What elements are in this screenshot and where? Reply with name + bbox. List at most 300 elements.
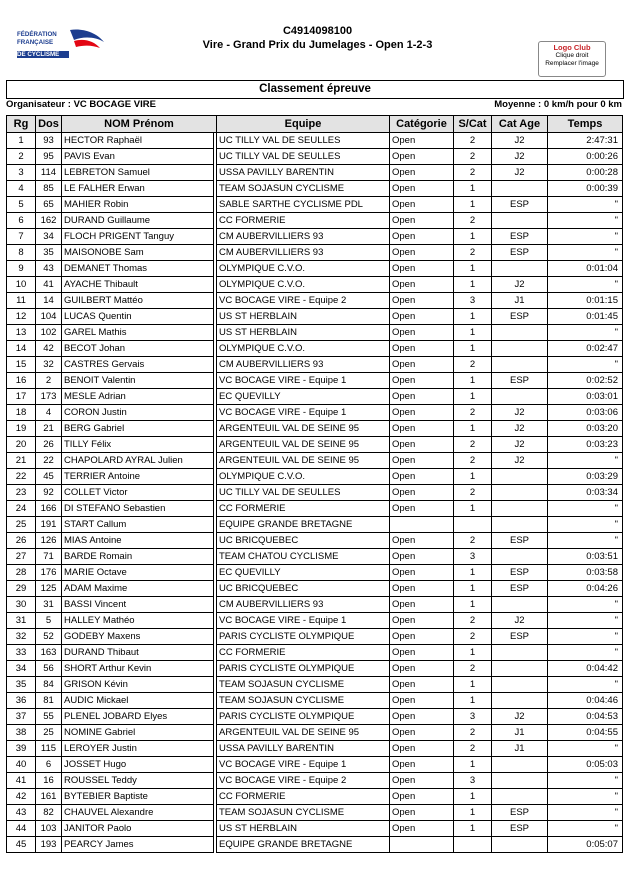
col-header-team[interactable]: Equipe	[217, 116, 390, 133]
table-row	[7, 437, 623, 453]
cell-name: NOMINE Gabriel	[62, 725, 214, 741]
cell-rank: 18	[7, 405, 36, 421]
cell-name: PLENEL JOBARD Elyes	[62, 709, 214, 725]
cell-age-category	[492, 789, 548, 805]
cell-team: US ST HERBLAIN	[217, 325, 390, 341]
cell-subcategory: 1	[454, 645, 492, 661]
cell-age-category	[492, 261, 548, 277]
cell-name: SHORT Arthur Kevin	[62, 661, 214, 677]
cell-bib: 95	[36, 149, 62, 165]
col-header-rank[interactable]: Rg	[7, 116, 36, 133]
cell-team: US ST HERBLAIN	[217, 309, 390, 325]
cell-subcategory: 1	[454, 693, 492, 709]
cell-bib: 173	[36, 389, 62, 405]
cell-bib: 4	[36, 405, 62, 421]
cell-bib: 35	[36, 245, 62, 261]
cell-team: ARGENTEUIL VAL DE SEINE 95	[217, 421, 390, 437]
cell-rank: 4	[7, 181, 36, 197]
cell-bib: 16	[36, 773, 62, 789]
cell-bib: 115	[36, 741, 62, 757]
cell-category: Open	[390, 197, 454, 213]
cell-time: 0:03:51	[548, 549, 623, 565]
cell-age-category	[492, 677, 548, 693]
cell-name: MAHIER Robin	[62, 197, 214, 213]
cell-team: VC BOCAGE VIRE - Equipe 1	[217, 613, 390, 629]
cell-age-category: J2	[492, 165, 548, 181]
table-row	[7, 709, 623, 725]
cell-name: FLOCH PRIGENT Tanguy	[62, 229, 214, 245]
cell-time: 0:05:07	[548, 837, 623, 853]
cell-bib: 32	[36, 357, 62, 373]
cell-subcategory: 2	[454, 213, 492, 229]
cell-subcategory: 1	[454, 389, 492, 405]
cell-rank: 28	[7, 565, 36, 581]
table-row	[7, 453, 623, 469]
cell-category: Open	[390, 821, 454, 837]
table-row	[7, 789, 623, 805]
cell-rank: 42	[7, 789, 36, 805]
cell-rank: 9	[7, 261, 36, 277]
table-row	[7, 373, 623, 389]
results-body	[7, 133, 623, 853]
cell-team: UC TILLY VAL DE SEULLES	[217, 485, 390, 501]
cell-bib: 56	[36, 661, 62, 677]
col-header-bib[interactable]: Dos	[36, 116, 62, 133]
cell-rank: 24	[7, 501, 36, 517]
cell-name: PAVIS Evan	[62, 149, 214, 165]
cell-rank: 17	[7, 389, 36, 405]
cell-subcategory: 1	[454, 197, 492, 213]
cell-subcategory	[454, 517, 492, 533]
cell-subcategory: 1	[454, 597, 492, 613]
cell-age-category	[492, 325, 548, 341]
cell-name: DURAND Thibaut	[62, 645, 214, 661]
cell-category: Open	[390, 805, 454, 821]
cell-rank: 16	[7, 373, 36, 389]
table-row	[7, 645, 623, 661]
cell-age-category: ESP	[492, 373, 548, 389]
cell-age-category: ESP	[492, 581, 548, 597]
col-header-name[interactable]: NOM Prénom	[62, 116, 217, 133]
cell-rank: 5	[7, 197, 36, 213]
cell-category: Open	[390, 421, 454, 437]
cell-age-category: J2	[492, 133, 548, 149]
cell-name: BASSI Vincent	[62, 597, 214, 613]
cell-age-category	[492, 485, 548, 501]
table-row	[7, 405, 623, 421]
cell-category: Open	[390, 309, 454, 325]
cell-rank: 25	[7, 517, 36, 533]
cell-team: OLYMPIQUE C.V.O.	[217, 341, 390, 357]
cell-subcategory: 2	[454, 533, 492, 549]
cell-bib: 92	[36, 485, 62, 501]
cell-time: 2:47:31	[548, 133, 623, 149]
cell-team: CC FORMERIE	[217, 213, 390, 229]
cell-bib: 55	[36, 709, 62, 725]
cell-subcategory: 1	[454, 325, 492, 341]
cell-time: 0:05:03	[548, 757, 623, 773]
cell-category: Open	[390, 501, 454, 517]
cell-bib: 14	[36, 293, 62, 309]
cell-bib: 161	[36, 789, 62, 805]
cell-name: JOSSET Hugo	[62, 757, 214, 773]
cell-team: PARIS CYCLISTE OLYMPIQUE	[217, 709, 390, 725]
cell-team: CM AUBERVILLIERS 93	[217, 357, 390, 373]
cell-bib: 34	[36, 229, 62, 245]
table-row	[7, 389, 623, 405]
table-row	[7, 213, 623, 229]
cell-time: "	[548, 325, 623, 341]
cell-age-category: J1	[492, 741, 548, 757]
cell-rank: 40	[7, 757, 36, 773]
cell-age-category	[492, 661, 548, 677]
cell-time: "	[548, 533, 623, 549]
cell-rank: 35	[7, 677, 36, 693]
cell-rank: 30	[7, 597, 36, 613]
cell-name: BECOT Johan	[62, 341, 214, 357]
cell-name: BENOIT Valentin	[62, 373, 214, 389]
cell-category: Open	[390, 469, 454, 485]
table-row	[7, 357, 623, 373]
table-row	[7, 805, 623, 821]
cell-category: Open	[390, 373, 454, 389]
cell-bib: 93	[36, 133, 62, 149]
cell-rank: 41	[7, 773, 36, 789]
organizer-label: Organisateur : VC BOCAGE VIRE	[6, 99, 156, 110]
cell-team: EC QUEVILLY	[217, 565, 390, 581]
cell-category: Open	[390, 261, 454, 277]
cell-age-category	[492, 773, 548, 789]
cell-age-category: ESP	[492, 565, 548, 581]
cell-category: Open	[390, 677, 454, 693]
cell-rank: 7	[7, 229, 36, 245]
table-row	[7, 341, 623, 357]
cell-time: 0:03:34	[548, 485, 623, 501]
cell-name: PEARCY James	[62, 837, 214, 853]
results-table	[6, 115, 623, 853]
race-code: C4914098100	[282, 25, 353, 37]
cell-category: Open	[390, 325, 454, 341]
cell-subcategory	[454, 837, 492, 853]
cell-age-category	[492, 213, 548, 229]
cell-age-category	[492, 597, 548, 613]
cell-subcategory: 1	[454, 341, 492, 357]
table-row	[7, 277, 623, 293]
cell-time: 0:04:53	[548, 709, 623, 725]
cell-rank: 1	[7, 133, 36, 149]
cell-category: Open	[390, 741, 454, 757]
table-row	[7, 133, 623, 149]
cell-team: USSA PAVILLY BARENTIN	[217, 165, 390, 181]
cell-subcategory: 1	[454, 501, 492, 517]
cell-bib: 71	[36, 549, 62, 565]
cell-team: OLYMPIQUE C.V.O.	[217, 277, 390, 293]
cell-category: Open	[390, 437, 454, 453]
cell-category: Open	[390, 549, 454, 565]
cell-name: AYACHE Thibault	[62, 277, 214, 293]
cell-team: ARGENTEUIL VAL DE SEINE 95	[217, 453, 390, 469]
table-row	[7, 325, 623, 341]
cell-name: LEROYER Justin	[62, 741, 214, 757]
cell-age-category	[492, 693, 548, 709]
table-row	[7, 197, 623, 213]
table-row	[7, 181, 623, 197]
cell-name: GAREL Mathis	[62, 325, 214, 341]
table-row	[7, 549, 623, 565]
cell-team: TEAM CHATOU CYCLISME	[217, 549, 390, 565]
cell-rank: 11	[7, 293, 36, 309]
cell-team: TEAM SOJASUN CYCLISME	[217, 805, 390, 821]
cell-rank: 6	[7, 213, 36, 229]
cell-time: 0:01:04	[548, 261, 623, 277]
cell-age-category	[492, 501, 548, 517]
cell-category: Open	[390, 773, 454, 789]
cell-category: Open	[390, 453, 454, 469]
cell-team: USSA PAVILLY BARENTIN	[217, 741, 390, 757]
cell-age-category: ESP	[492, 245, 548, 261]
cell-bib: 26	[36, 437, 62, 453]
federation-line1: FÉDÉRATION	[17, 31, 57, 38]
cell-bib: 85	[36, 181, 62, 197]
table-row	[7, 565, 623, 581]
cell-name: BYTEBIER Baptiste	[62, 789, 214, 805]
cell-bib: 6	[36, 757, 62, 773]
cell-bib: 21	[36, 421, 62, 437]
cell-time: "	[548, 501, 623, 517]
cell-name: GODEBY Maxens	[62, 629, 214, 645]
cell-bib: 114	[36, 165, 62, 181]
cell-age-category: ESP	[492, 533, 548, 549]
cell-subcategory: 3	[454, 773, 492, 789]
table-row	[7, 293, 623, 309]
cell-name: JANITOR Paolo	[62, 821, 214, 837]
table-row	[7, 629, 623, 645]
cell-subcategory: 2	[454, 741, 492, 757]
cell-team: CC FORMERIE	[217, 501, 390, 517]
cell-category: Open	[390, 709, 454, 725]
cell-time: 0:03:23	[548, 437, 623, 453]
cell-team: SABLE SARTHE CYCLISME PDL	[217, 197, 390, 213]
average-speed-label: Moyenne : 0 km/h pour 0 km	[494, 99, 622, 110]
cell-name: BARDE Romain	[62, 549, 214, 565]
cell-subcategory: 3	[454, 293, 492, 309]
cell-rank: 12	[7, 309, 36, 325]
cell-subcategory: 1	[454, 805, 492, 821]
cell-name: CORON Justin	[62, 405, 214, 421]
cell-time: "	[548, 613, 623, 629]
cell-time: "	[548, 789, 623, 805]
section-title: Classement épreuve	[6, 80, 624, 99]
cell-time: 0:04:26	[548, 581, 623, 597]
col-header-subcategory[interactable]: S/Cat	[454, 116, 492, 133]
col-header-category[interactable]: Catégorie	[390, 116, 454, 133]
cell-age-category: J2	[492, 405, 548, 421]
cell-team: OLYMPIQUE C.V.O.	[217, 469, 390, 485]
cell-time: 0:01:15	[548, 293, 623, 309]
cell-category: Open	[390, 725, 454, 741]
cell-rank: 23	[7, 485, 36, 501]
table-row	[7, 741, 623, 757]
cell-age-category: J2	[492, 437, 548, 453]
cell-time: "	[548, 597, 623, 613]
cell-rank: 32	[7, 629, 36, 645]
cell-rank: 44	[7, 821, 36, 837]
cell-team: UC BRICQUEBEC	[217, 581, 390, 597]
cell-name: GRISON Kévin	[62, 677, 214, 693]
cell-team: CC FORMERIE	[217, 789, 390, 805]
cell-name: LEBRETON Samuel	[62, 165, 214, 181]
cell-category: Open	[390, 485, 454, 501]
cell-bib: 41	[36, 277, 62, 293]
cell-bib: 193	[36, 837, 62, 853]
col-header-age-category[interactable]: Cat Age	[492, 116, 548, 133]
cell-rank: 27	[7, 549, 36, 565]
cell-team: UC TILLY VAL DE SEULLES	[217, 149, 390, 165]
cell-team: CM AUBERVILLIERS 93	[217, 229, 390, 245]
cell-rank: 8	[7, 245, 36, 261]
cell-bib: 25	[36, 725, 62, 741]
cell-time: 0:00:26	[548, 149, 623, 165]
cell-category: Open	[390, 149, 454, 165]
cell-team: US ST HERBLAIN	[217, 821, 390, 837]
cell-team: CM AUBERVILLIERS 93	[217, 597, 390, 613]
cell-name: LUCAS Quentin	[62, 309, 214, 325]
table-row	[7, 229, 623, 245]
cell-category: Open	[390, 245, 454, 261]
cell-subcategory: 1	[454, 261, 492, 277]
cell-time: "	[548, 277, 623, 293]
cell-bib: 31	[36, 597, 62, 613]
federation-line2: FRANÇAISE	[17, 39, 54, 46]
cell-subcategory: 1	[454, 581, 492, 597]
cell-rank: 21	[7, 453, 36, 469]
cell-name: START Callum	[62, 517, 214, 533]
table-row	[7, 821, 623, 837]
cell-age-category: J2	[492, 709, 548, 725]
cell-category: Open	[390, 405, 454, 421]
table-row	[7, 677, 623, 693]
cell-age-category: J2	[492, 277, 548, 293]
cell-time: "	[548, 629, 623, 645]
cell-name: AUDIC Mickael	[62, 693, 214, 709]
table-header-row	[7, 116, 623, 133]
cell-bib: 42	[36, 341, 62, 357]
cell-category: Open	[390, 277, 454, 293]
club-logo-line2: Remplacer l'image	[545, 60, 599, 67]
table-row	[7, 757, 623, 773]
cell-bib: 81	[36, 693, 62, 709]
cell-team: CM AUBERVILLIERS 93	[217, 245, 390, 261]
cell-name: DEMANET Thomas	[62, 261, 214, 277]
cell-time: "	[548, 197, 623, 213]
cell-rank: 38	[7, 725, 36, 741]
cell-time: "	[548, 821, 623, 837]
race-title: Vire - Grand Prix du Jumelages - Open 1-2-3	[202, 39, 433, 51]
cell-name: MIAS Antoine	[62, 533, 214, 549]
cell-name: ADAM Maxime	[62, 581, 214, 597]
cell-age-category	[492, 341, 548, 357]
cell-rank: 2	[7, 149, 36, 165]
cell-name: HECTOR Raphaël	[62, 133, 214, 149]
cell-name: DI STEFANO Sebastien	[62, 501, 214, 517]
cell-time: 0:03:06	[548, 405, 623, 421]
cell-category: Open	[390, 229, 454, 245]
cell-subcategory: 1	[454, 181, 492, 197]
table-row	[7, 661, 623, 677]
cell-bib: 163	[36, 645, 62, 661]
cell-name: ROUSSEL Teddy	[62, 773, 214, 789]
cell-category: Open	[390, 789, 454, 805]
cell-name: CHAPOLARD AYRAL Julien	[62, 453, 214, 469]
table-row	[7, 533, 623, 549]
federation-line3: DE CYCLISME	[17, 51, 60, 58]
table-row	[7, 261, 623, 277]
cell-name: TILLY Félix	[62, 437, 214, 453]
cell-name: MAISONOBE Sam	[62, 245, 214, 261]
cell-subcategory: 2	[454, 133, 492, 149]
cell-team: VC BOCAGE VIRE - Equipe 1	[217, 373, 390, 389]
cell-name: GUILBERT Mattéo	[62, 293, 214, 309]
cell-time: 0:03:29	[548, 469, 623, 485]
cell-bib: 166	[36, 501, 62, 517]
cell-rank: 19	[7, 421, 36, 437]
cell-age-category: ESP	[492, 629, 548, 645]
cell-age-category	[492, 837, 548, 853]
cell-age-category: J1	[492, 293, 548, 309]
cell-age-category	[492, 389, 548, 405]
cell-category: Open	[390, 533, 454, 549]
cell-name: BERG Gabriel	[62, 421, 214, 437]
cell-time: 0:04:55	[548, 725, 623, 741]
cell-age-category: ESP	[492, 197, 548, 213]
cell-subcategory: 2	[454, 165, 492, 181]
cell-subcategory: 2	[454, 725, 492, 741]
club-logo-title: Logo Club	[553, 43, 591, 52]
cell-rank: 37	[7, 709, 36, 725]
table-row	[7, 773, 623, 789]
cell-time: "	[548, 677, 623, 693]
cell-time: 0:03:20	[548, 421, 623, 437]
cell-age-category: ESP	[492, 821, 548, 837]
club-logo-line1: Clique droit	[555, 52, 589, 59]
cell-subcategory: 1	[454, 565, 492, 581]
cell-rank: 13	[7, 325, 36, 341]
cell-bib: 125	[36, 581, 62, 597]
cell-time: "	[548, 245, 623, 261]
cell-bib: 176	[36, 565, 62, 581]
club-logo-placeholder[interactable]	[538, 41, 606, 77]
cell-time: "	[548, 453, 623, 469]
cell-team: EQUIPE GRANDE BRETAGNE	[217, 517, 390, 533]
cell-rank: 14	[7, 341, 36, 357]
cell-rank: 45	[7, 837, 36, 853]
cell-category: Open	[390, 757, 454, 773]
cell-rank: 33	[7, 645, 36, 661]
table-row	[7, 309, 623, 325]
cell-bib: 52	[36, 629, 62, 645]
col-header-time[interactable]: Temps	[548, 116, 623, 133]
cell-subcategory: 2	[454, 661, 492, 677]
cell-rank: 15	[7, 357, 36, 373]
cell-age-category: ESP	[492, 805, 548, 821]
cell-time: "	[548, 213, 623, 229]
cell-team: PARIS CYCLISTE OLYMPIQUE	[217, 661, 390, 677]
cell-rank: 10	[7, 277, 36, 293]
cell-category: Open	[390, 629, 454, 645]
cell-team: EQUIPE GRANDE BRETAGNE	[217, 837, 390, 853]
cell-category	[390, 837, 454, 853]
cell-time: "	[548, 773, 623, 789]
